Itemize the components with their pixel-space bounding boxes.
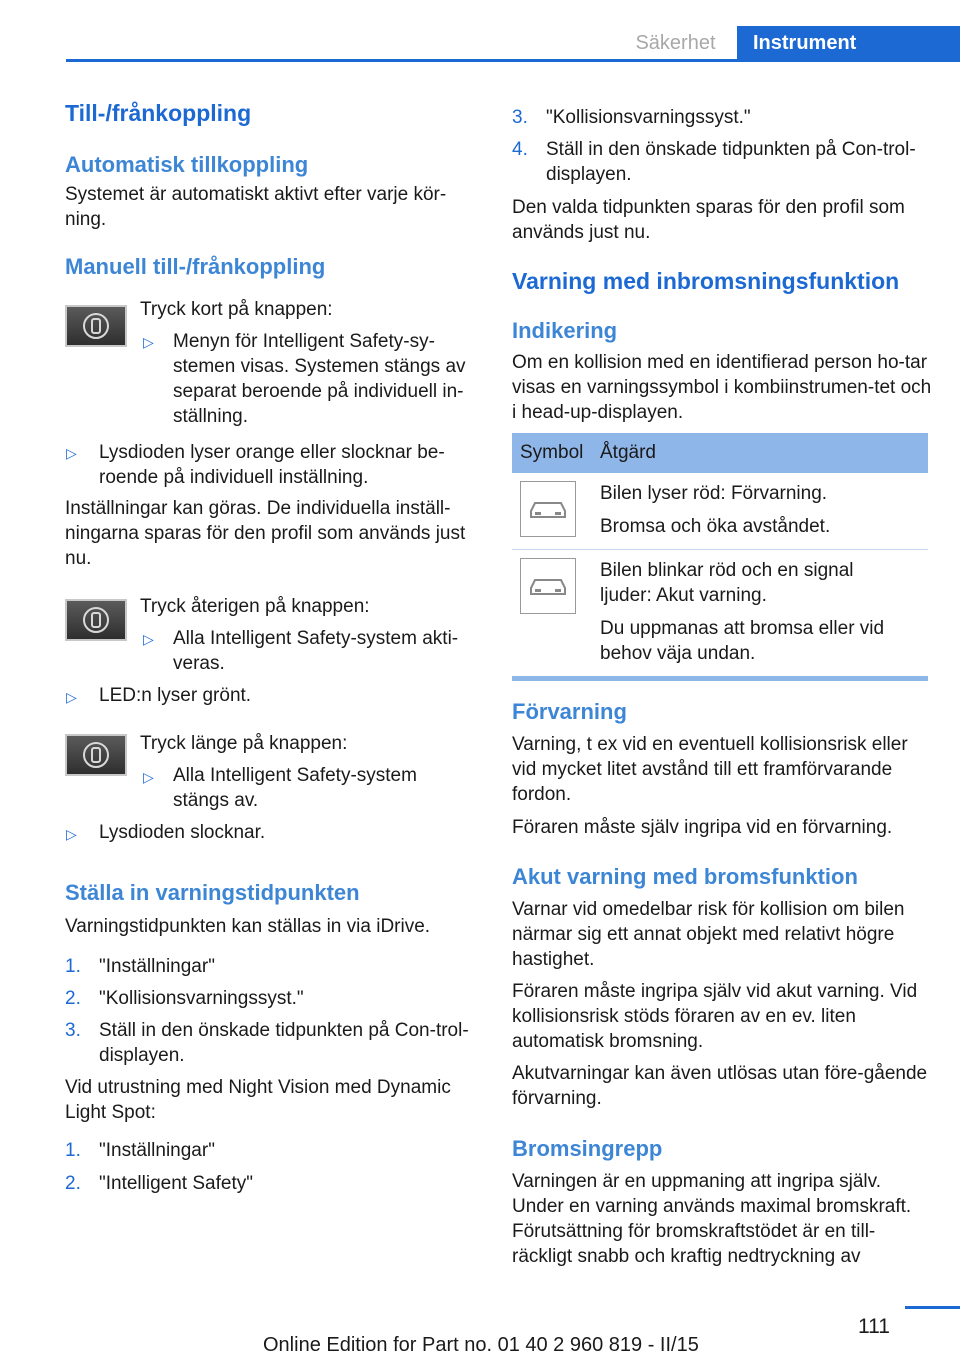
press-again-led: LED:n lyser grönt. <box>99 685 252 706</box>
paragraph-bromsingrepp: Varningen är en uppmaning att ingripa själv. Under en varning används maximal bromskraft. Förutsättning för bromskraftstödet är en till-räckligt snabb och kraftig nedtryckning av <box>512 1171 912 1267</box>
paragraph-akut1: Varnar vid omedelbar risk för kollision om bilen närmar sig ett annat objekt med relativt högre hastighet. <box>512 899 905 970</box>
table-header-symbol: Symbol <box>512 433 592 473</box>
footer-edition: Online Edition for Part no. 01 40 2 960 819 - II/15 <box>263 1334 699 1356</box>
table-header-action: Åtgärd <box>592 433 928 473</box>
press-short-led: Lysdioden lyser orange eller slocknar be-roende på individuell inställning. <box>99 442 445 488</box>
step-text: "Inställningar" <box>99 956 215 977</box>
bullet-triangle-icon: ▷ <box>143 334 154 350</box>
step-text: Ställ in den önskade tidpunkten på Con-trol-displayen. <box>546 139 916 185</box>
press-short-sub: Menyn för Intelligent Safety-sy-stemen visas. Systemen stängs av separat beroende på individuell in-ställning. <box>173 331 466 427</box>
heading-indikering: Indikering <box>512 318 618 343</box>
step-number: 1. <box>65 1140 81 1161</box>
paragraph-indikering: Om en kollision med en identifierad person ho-tar visas en varningssymbol i kombiinstrumen-tet och i head-up-displayen. <box>512 352 932 423</box>
paragraph-timing: Varningstidpunkten kan ställas in via iDrive. <box>65 916 431 937</box>
paragraph-settings: Inställningar kan göras. De individuella inställ-ningarna sparas för den profil som används just nu. <box>65 498 466 569</box>
tab-instrument[interactable]: Instrument <box>737 26 960 60</box>
row-line1: Bilen lyser röd: Förvarning. <box>600 483 828 504</box>
car-warning-icon <box>520 481 576 537</box>
symbol-table <box>512 433 928 681</box>
press-short-text: Tryck kort på knappen: <box>140 299 333 320</box>
paragraph-akut2: Föraren måste ingripa själv vid akut varning. Vid kollisionsrisk stöds föraren av en ev. liten automatisk bromsning. <box>512 981 918 1052</box>
step-text: "Kollisionsvarningssyst." <box>99 988 304 1009</box>
header-divider <box>66 59 960 62</box>
paragraph-forvarning2: Föraren måste själv ingripa vid en förvarning. <box>512 817 893 838</box>
step-text: "Kollisionsvarningssyst." <box>546 107 751 128</box>
heading-akut-varning: Akut varning med bromsfunktion <box>512 864 858 889</box>
step-number: 2. <box>65 1173 81 1194</box>
step-number: 1. <box>65 956 81 977</box>
paragraph-saved: Den valda tidpunkten sparas för den profil som används just nu. <box>512 197 905 243</box>
step-text: Ställ in den önskade tidpunkten på Con-trol-displayen. <box>99 1020 469 1066</box>
step-number: 4. <box>512 139 528 160</box>
table-row <box>512 550 928 679</box>
row-line1: Bilen blinkar röd och en signal ljuder: Akut varning. <box>600 560 854 606</box>
safety-button-image <box>65 599 127 641</box>
step-number: 2. <box>65 988 81 1009</box>
tab-sakerhet[interactable]: Säkerhet <box>635 32 716 54</box>
safety-button-image <box>65 305 127 347</box>
press-long-led: Lysdioden slocknar. <box>99 822 266 843</box>
table-row <box>512 473 928 550</box>
safety-button-image <box>65 734 127 776</box>
step-number: 3. <box>65 1020 81 1041</box>
row-line2: Du uppmanas att bromsa eller vid behov väja undan. <box>600 618 885 664</box>
bullet-triangle-icon: ▷ <box>66 826 77 842</box>
bullet-triangle-icon: ▷ <box>66 689 77 705</box>
press-long-text: Tryck länge på knappen: <box>140 733 348 754</box>
press-again-text: Tryck återigen på knappen: <box>140 596 370 617</box>
step-number: 3. <box>512 107 528 128</box>
heading-bromsingrepp: Bromsingrepp <box>512 1136 663 1161</box>
step-text: "Inställningar" <box>99 1140 215 1161</box>
bullet-triangle-icon: ▷ <box>143 769 154 785</box>
car-warning-icon <box>520 558 576 614</box>
press-long-sub: Alla Intelligent Safety-system stängs av. <box>173 765 417 811</box>
heading-manuell: Manuell till-/frånkoppling <box>65 254 326 279</box>
press-again-sub: Alla Intelligent Safety-system akti-veras. <box>173 628 459 674</box>
heading-forvarning: Förvarning <box>512 699 627 724</box>
heading-varningstidpunkt: Ställa in varningstidpunkten <box>65 880 360 905</box>
heading-automatisk-tillkoppling: Automatisk tillkoppling <box>65 152 309 177</box>
paragraph-night-vision: Vid utrustning med Night Vision med Dynamic Light Spot: <box>65 1077 451 1123</box>
paragraph-auto: Systemet är automatiskt aktivt efter varje kör-ning. <box>65 184 447 230</box>
bullet-triangle-icon: ▷ <box>143 631 154 647</box>
heading-varning-inbromsning: Varning med inbromsningsfunktion <box>512 268 900 294</box>
paragraph-akut3: Akutvarningar kan även utlösas utan före-gående förvarning. <box>512 1063 928 1109</box>
footer-divider <box>905 1306 960 1309</box>
page-number: 111 <box>858 1315 890 1338</box>
heading-till-frankoppling: Till-/frånkoppling <box>65 100 252 126</box>
row-line2: Bromsa och öka avståndet. <box>600 516 831 537</box>
bullet-triangle-icon: ▷ <box>66 445 77 461</box>
step-text: "Intelligent Safety" <box>99 1173 253 1194</box>
left-column <box>65 100 480 280</box>
paragraph-forvarning1: Varning, t ex vid en eventuell kollisionsrisk eller vid mycket litet avstånd till ett framförvarande fordon. <box>512 734 908 805</box>
